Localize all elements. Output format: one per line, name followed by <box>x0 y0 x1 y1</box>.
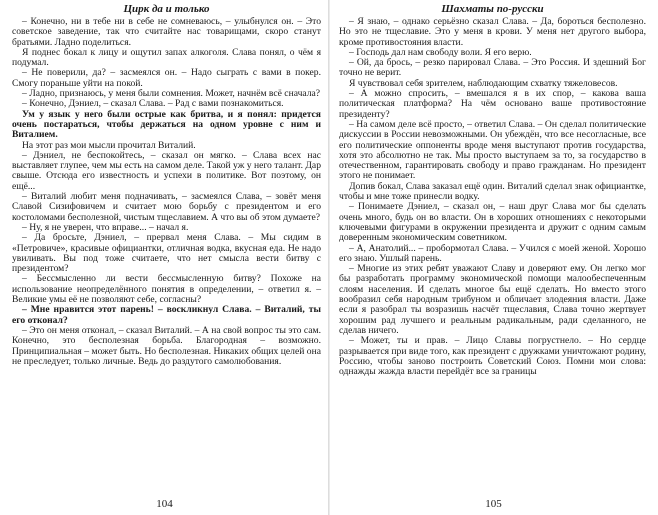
paragraph: – Бессмысленно ли вести бессмысленную битву? Похоже на использование неопределённого понятия в определении, – ответил я. – Великие умы её не позволяют себе, согласны? <box>12 273 321 306</box>
page-body <box>12 17 321 367</box>
paragraph: – А можно спросить, – вмешался я в их спор, – какова ваша политическая платформа? На чём основано ваше противостояние президенту? <box>339 88 646 120</box>
paragraph: – Я знаю, – однако серьёзно сказал Слава. – Да, бороться бесполезно. Но это не тщеславие. Это у меня в крови. У меня нет другого выбора, кроме противостояния власти. <box>339 16 646 48</box>
paragraph: – Ну, я не уверен, что вправе... – начал я. <box>22 221 189 233</box>
paragraph: – А, Анатолий... – пробормотал Слава. – Учился с моей женой. Хорошо его знаю. Ушлый парень. <box>339 242 646 264</box>
paragraph: Допив бокал, Слава заказал ещё один. Виталий сделал знак официантке, чтобы и мне тоже принесли водку. <box>339 180 646 203</box>
paragraph: Я чувствовал себя зрителем, наблюдающим схватку тяжеловесов. <box>349 77 618 89</box>
paragraph: – Господь дал нам свободу воли. Я его верю. <box>349 46 532 58</box>
paragraph: – Да бросьте, Дэниел, – прервал меня Слава. – Мы сидим в «Петровиче», красивые официантки, отличная водка, вкусная еда. Не надо увиливать. Вы под тоже считаете, что нет смысла вести битву с президентом? <box>12 232 321 275</box>
paragraph: – Конечно, ни в тебе ни в себе не сомневаюсь, – улыбнулся он. – Это советское заведение, так что считайте нас товарищами, скоро станут братьями. Ладно поделиться. <box>12 16 321 48</box>
right-page <box>329 0 658 515</box>
running-head: Цирк да и только <box>123 3 210 15</box>
page-number: 104 <box>156 498 173 510</box>
paragraph: – Дэниел, не беспокойтесь, – сказал он мягко. – Слава всех нас выставляет глупее, чем мы есть на самом деле. Такой уж у него талант. Дар свыше. Отсюда его известность и успехи в политике. Вот поэтому, он ещё... <box>12 149 321 192</box>
page-number: 105 <box>485 498 502 510</box>
paragraph: – Конечно, Дэниел, – сказал Слава. – Рад с вами познакомиться. <box>22 98 284 110</box>
paragraph: – Не поверили, да? – засмеялся он. – Надо сыграть с вами в покер. Смогу пораньше уйти на покой. <box>12 67 321 89</box>
paragraph: – Мне нравится этот парень! – воскликнул Слава. – Виталий, ты его отконал? <box>12 304 321 326</box>
paragraph: – Может, ты и прав. – Лицо Славы погрустнело. – Но сердце разрывается при виде того, как президент с дружками уничтожают родину, Россию, чтобы заново построить Советский Союз. Помни мои слова: однажды жажда власти перейдёт все за границы <box>339 335 646 378</box>
paragraph: – Это он меня отконал, – сказал Виталий. – А на свой вопрос ты это сам. Конечно, это бесполезная борьба. Благородная – возможно. Принципиальная – может быть. Но бесполезная. Никаких общих целей она не преследует, только личные. Ведь до раздутого самолюбования. <box>12 324 321 367</box>
paragraph: – Понимаете Дэниел, – сказал он, – наш друг Слава мог бы сделать очень много, будь он во власти. Он в хороших отношениях с некоторыми ключевыми фигурами в окружении президента и дружит с одним самым доверенным экономическим советником. <box>339 201 646 244</box>
paragraph: – Многие из этих ребят уважают Славу и доверяют ему. Он легко мог бы разработать программу экономической помощи малообеспеченным слоям населения. И сделать многое бы ещё сделать. Но вместо этого вообразил себя народным трибуном и обличает злодеяния власти. Даже если я разобрал ты возразишь насчёт тщеславия, Слава точно жертвует хорошим рад лучшего и реальным радикальным, ради сделанного, не сделав ничего. <box>339 263 646 336</box>
paragraph: – На самом деле всё просто, – ответил Слава. – Он сделал политические дискуссии в России невозможными. Он убеждён, что все несогласные, все его политические оппоненты вроде меня выступают против государства, хотя это абсолютно не так. Мы просто выступаем за то, за государство в отечественном, гарантировать свободу и право гражданам. Но президент этого не понимает. <box>339 118 646 182</box>
page-body <box>339 17 646 377</box>
paragraph: Ум у язык у него были острые как бритва, и я понял: придется очень постараться, чтобы держаться на одном уровне с ним и Виталием. <box>12 108 321 141</box>
paragraph: – Виталий любит меня подначивать, – засмеялся Слава, – зовёт меня Славой Сизифовичем и считает мою борьбу с президентом и его костоломами бесполезной, чистым тщеславием. А что вы об этом думаете? <box>12 191 321 223</box>
running-head: Шахматы по-русски <box>441 3 544 15</box>
paragraph: На этот раз мои мысли прочитал Виталий. <box>22 139 196 151</box>
paragraph: – Ладно, признаюсь, у меня были сомнения. Может, начнём всё сначала? <box>22 88 321 100</box>
paragraph: Я поднес бокал к лицу и ощутил запах алкоголя. Слава понял, о чём я подумал. <box>12 46 321 69</box>
paragraph: – Ой, да брось, – резко парировал Слава. – Это Россия. И здешний Бог точно не верит. <box>339 57 646 79</box>
